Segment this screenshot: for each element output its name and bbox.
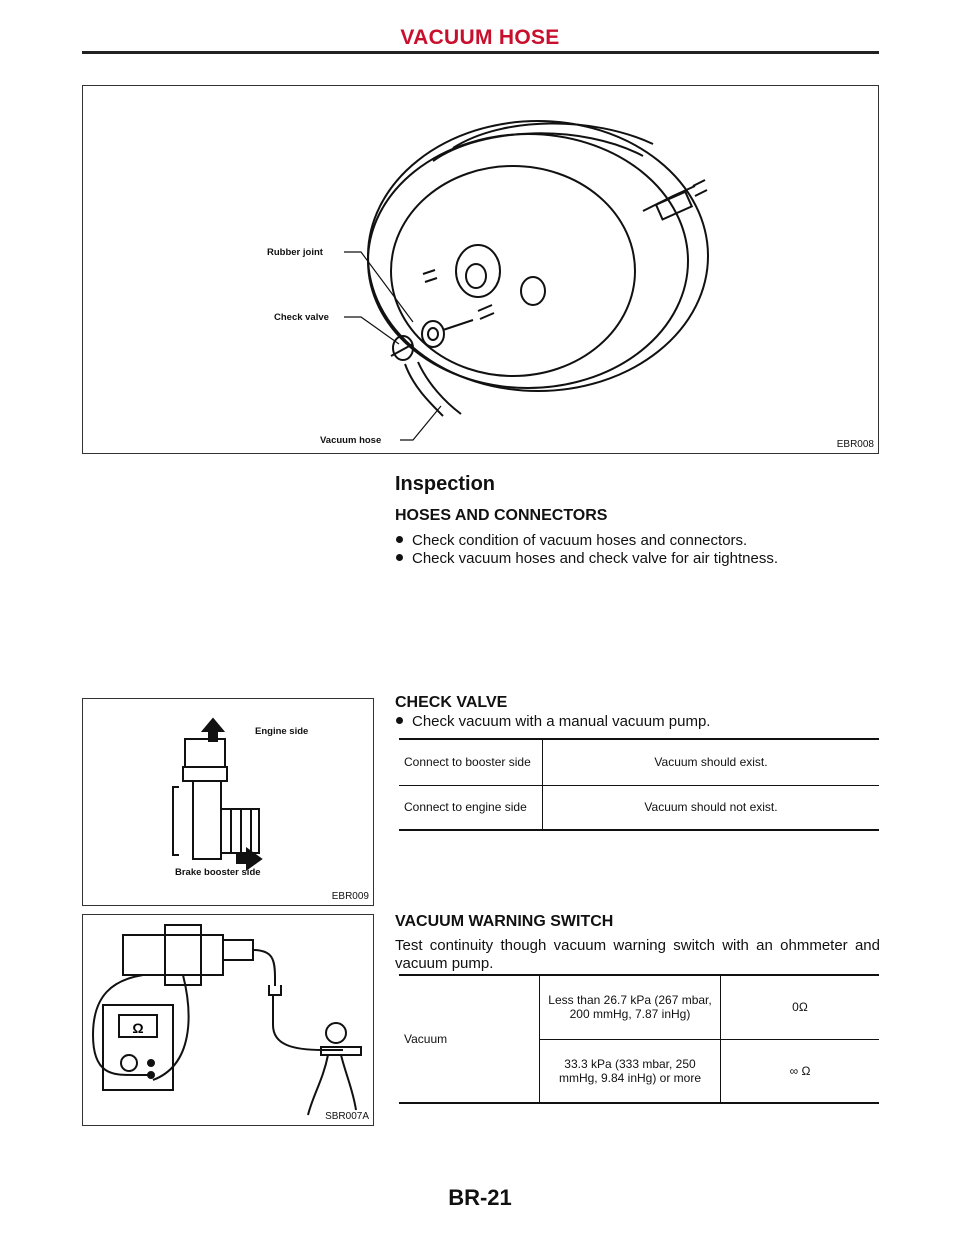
- table-cell: ∞ Ω: [789, 1063, 811, 1078]
- table-cell: Less than 26.7 kPa (267 mbar, 200 mmHg, 7.87 inHg): [540, 975, 721, 1039]
- check-valve-table: [399, 738, 879, 831]
- brake-booster-side-label: Brake booster side: [175, 867, 261, 878]
- figure-code: EBR008: [836, 439, 874, 450]
- check-valve-label: Check valve: [274, 312, 329, 323]
- bullet-item: [396, 532, 747, 549]
- check-valve-heading: CHECK VALVE: [395, 694, 508, 711]
- vacuum-switch-figure: [82, 914, 374, 1126]
- rubber-joint-label: Rubber joint: [267, 247, 323, 258]
- bullet-item: [396, 550, 778, 567]
- page-header-title: VACUUM HOSE: [400, 26, 560, 49]
- bullet-text: Check condition of vacuum hoses and connectors.: [412, 532, 748, 549]
- engine-side-label: Engine side: [255, 726, 309, 737]
- header-rule: [82, 51, 879, 54]
- check-valve-illustration: [83, 699, 373, 905]
- bullet-icon: [396, 554, 403, 561]
- table-cell: Vacuum should not exist.: [644, 800, 778, 815]
- vacuum-switch-heading: VACUUM WARNING SWITCH: [395, 913, 614, 930]
- table-cell: Connect to booster side: [399, 739, 543, 785]
- table-cell: 0Ω: [792, 1000, 808, 1015]
- bullet-icon: [396, 717, 403, 724]
- hoses-heading: HOSES AND CONNECTORS: [395, 507, 608, 524]
- table-cell: Vacuum should exist.: [654, 755, 768, 770]
- table-row: [399, 785, 879, 830]
- ohm-symbol: Ω: [132, 1020, 144, 1036]
- check-valve-figure: [82, 698, 374, 906]
- page-number: BR-21: [448, 1185, 512, 1210]
- section-title: Inspection: [395, 473, 496, 495]
- bullet-text: Check vacuum with a manual vacuum pump.: [412, 713, 711, 730]
- table-cell: Connect to engine side: [399, 785, 543, 830]
- brake-booster-illustration: [83, 86, 878, 453]
- figure-code: EBR009: [331, 891, 369, 902]
- vacuum-switch-text: Test continuity though vacuum warning switch with an ohmmeter and vacuum pump.: [395, 937, 880, 972]
- vacuum-switch-illustration: [83, 915, 373, 1125]
- table-cell: 33.3 kPa (333 mbar, 250 mmHg, 9.84 inHg) or more: [540, 1039, 721, 1103]
- vacuum-hose-label: Vacuum hose: [320, 435, 382, 446]
- brake-booster-figure: [82, 85, 879, 454]
- table-row: [399, 739, 879, 785]
- table-cell: Vacuum: [399, 975, 540, 1103]
- bullet-icon: [396, 536, 403, 543]
- bullet-text: Check vacuum hoses and check valve for air tightness.: [412, 550, 779, 567]
- figure-code: SBR007A: [325, 1111, 369, 1122]
- table-row: [399, 975, 879, 1039]
- vacuum-switch-table: [399, 974, 879, 1104]
- bullet-item: [396, 713, 710, 730]
